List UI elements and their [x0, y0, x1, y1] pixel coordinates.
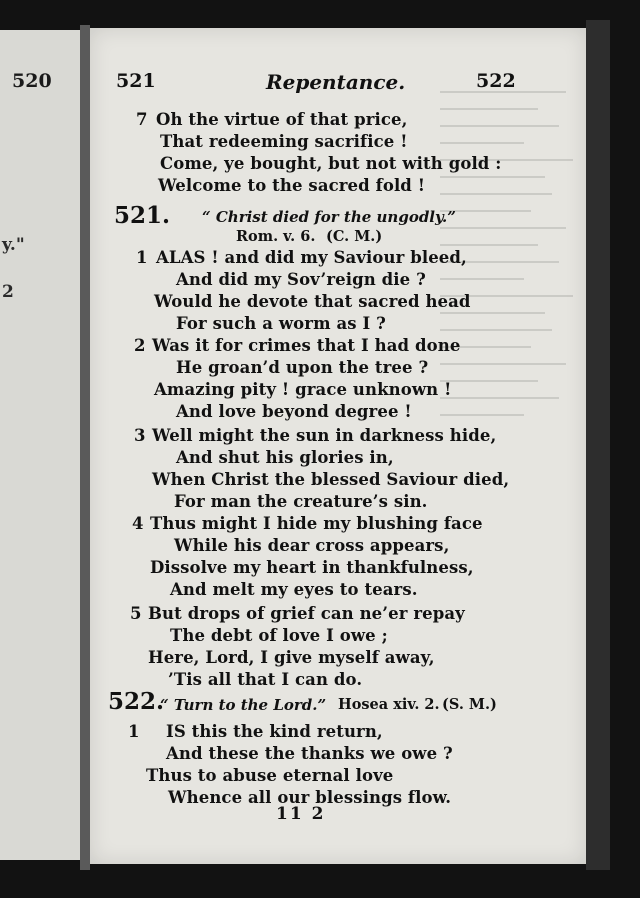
header-right-number: 522 — [476, 70, 516, 92]
hymn-title: “ Christ died for the ungodly.” — [202, 208, 456, 226]
verse-line: ALAS ! and did my Saviour bleed, — [156, 248, 467, 267]
verse-line: Oh the virtue of that price, — [156, 110, 408, 129]
signature-mark: 11 2 — [276, 804, 326, 824]
verse-line: Thus to abuse eternal love — [146, 766, 394, 785]
verse-line: And these the thanks we owe ? — [166, 744, 453, 763]
verse-line: And love beyond degree ! — [176, 402, 412, 421]
verse-line: And shut his glories in, — [176, 448, 394, 467]
hymn-meter: (C. M.) — [326, 228, 383, 245]
verse-line: Come, ye bought, but not with gold : — [160, 154, 502, 173]
verse-line: When Christ the blessed Saviour died, — [152, 470, 510, 489]
verse-line: Here, Lord, I give myself away, — [148, 648, 435, 667]
verse-line: Well might the sun in darkness hide, — [152, 426, 497, 445]
verse-line: And did my Sov’reign die ? — [176, 270, 426, 289]
verse-number: 1 — [128, 722, 140, 741]
running-header — [90, 70, 586, 96]
verse-line: Thus might I hide my blushing face — [150, 514, 483, 533]
verse-line: For such a worm as I ? — [176, 314, 386, 333]
verse-line: ’Tis all that I can do. — [168, 670, 363, 689]
hymn-reference: Rom. v. 6. — [236, 228, 316, 245]
hymn-meter: (S. M.) — [442, 696, 497, 713]
verse-line: That redeeming sacrifice ! — [160, 132, 408, 151]
book-spine — [80, 25, 90, 870]
verse-line: Whence all our blessings flow. — [168, 788, 452, 807]
verse-line: But drops of grief can ne’er repay — [148, 604, 465, 623]
header-left-number: 521 — [116, 70, 156, 92]
book-page — [90, 28, 586, 864]
bleed-through — [440, 78, 580, 838]
page-edge-shadow — [586, 20, 610, 870]
verse-line: Would he devote that sacred head — [154, 292, 471, 311]
verse-line: IS this the kind return, — [166, 722, 383, 741]
left-page-number: 520 — [12, 70, 52, 92]
verse-line: Welcome to the sacred fold ! — [158, 176, 426, 195]
hymn-reference: Hosea xiv. 2. — [338, 696, 440, 713]
verse-line: Was it for crimes that I had done — [152, 336, 461, 355]
verse-line: And melt my eyes to tears. — [170, 580, 418, 599]
verse-number: 3 — [134, 426, 146, 445]
verse-line: The debt of love I owe ; — [170, 626, 388, 645]
verse-line: While his dear cross appears, — [174, 536, 450, 555]
verse-number: 4 — [132, 514, 144, 533]
left-page-fragment: 2 — [2, 282, 14, 302]
running-title: Repentance. — [266, 70, 406, 94]
hymn-number: 522. — [108, 688, 165, 715]
verse-line: Dissolve my heart in thankfulness, — [150, 558, 474, 577]
hymn-title: “ Turn to the Lord.” — [160, 696, 327, 714]
verse-line: Amazing pity ! grace unknown ! — [154, 380, 452, 399]
verse-number: 2 — [134, 336, 146, 355]
verse-line: He groan’d upon the tree ? — [176, 358, 429, 377]
verse-number: 7 — [136, 110, 148, 129]
left-page-fragment: y." — [2, 235, 25, 255]
verse-number: 5 — [130, 604, 142, 623]
verse-number: 1 — [136, 248, 148, 267]
left-page — [0, 30, 83, 860]
verse-line: For man the creature’s sin. — [174, 492, 428, 511]
hymn-number: 521. — [114, 202, 171, 229]
